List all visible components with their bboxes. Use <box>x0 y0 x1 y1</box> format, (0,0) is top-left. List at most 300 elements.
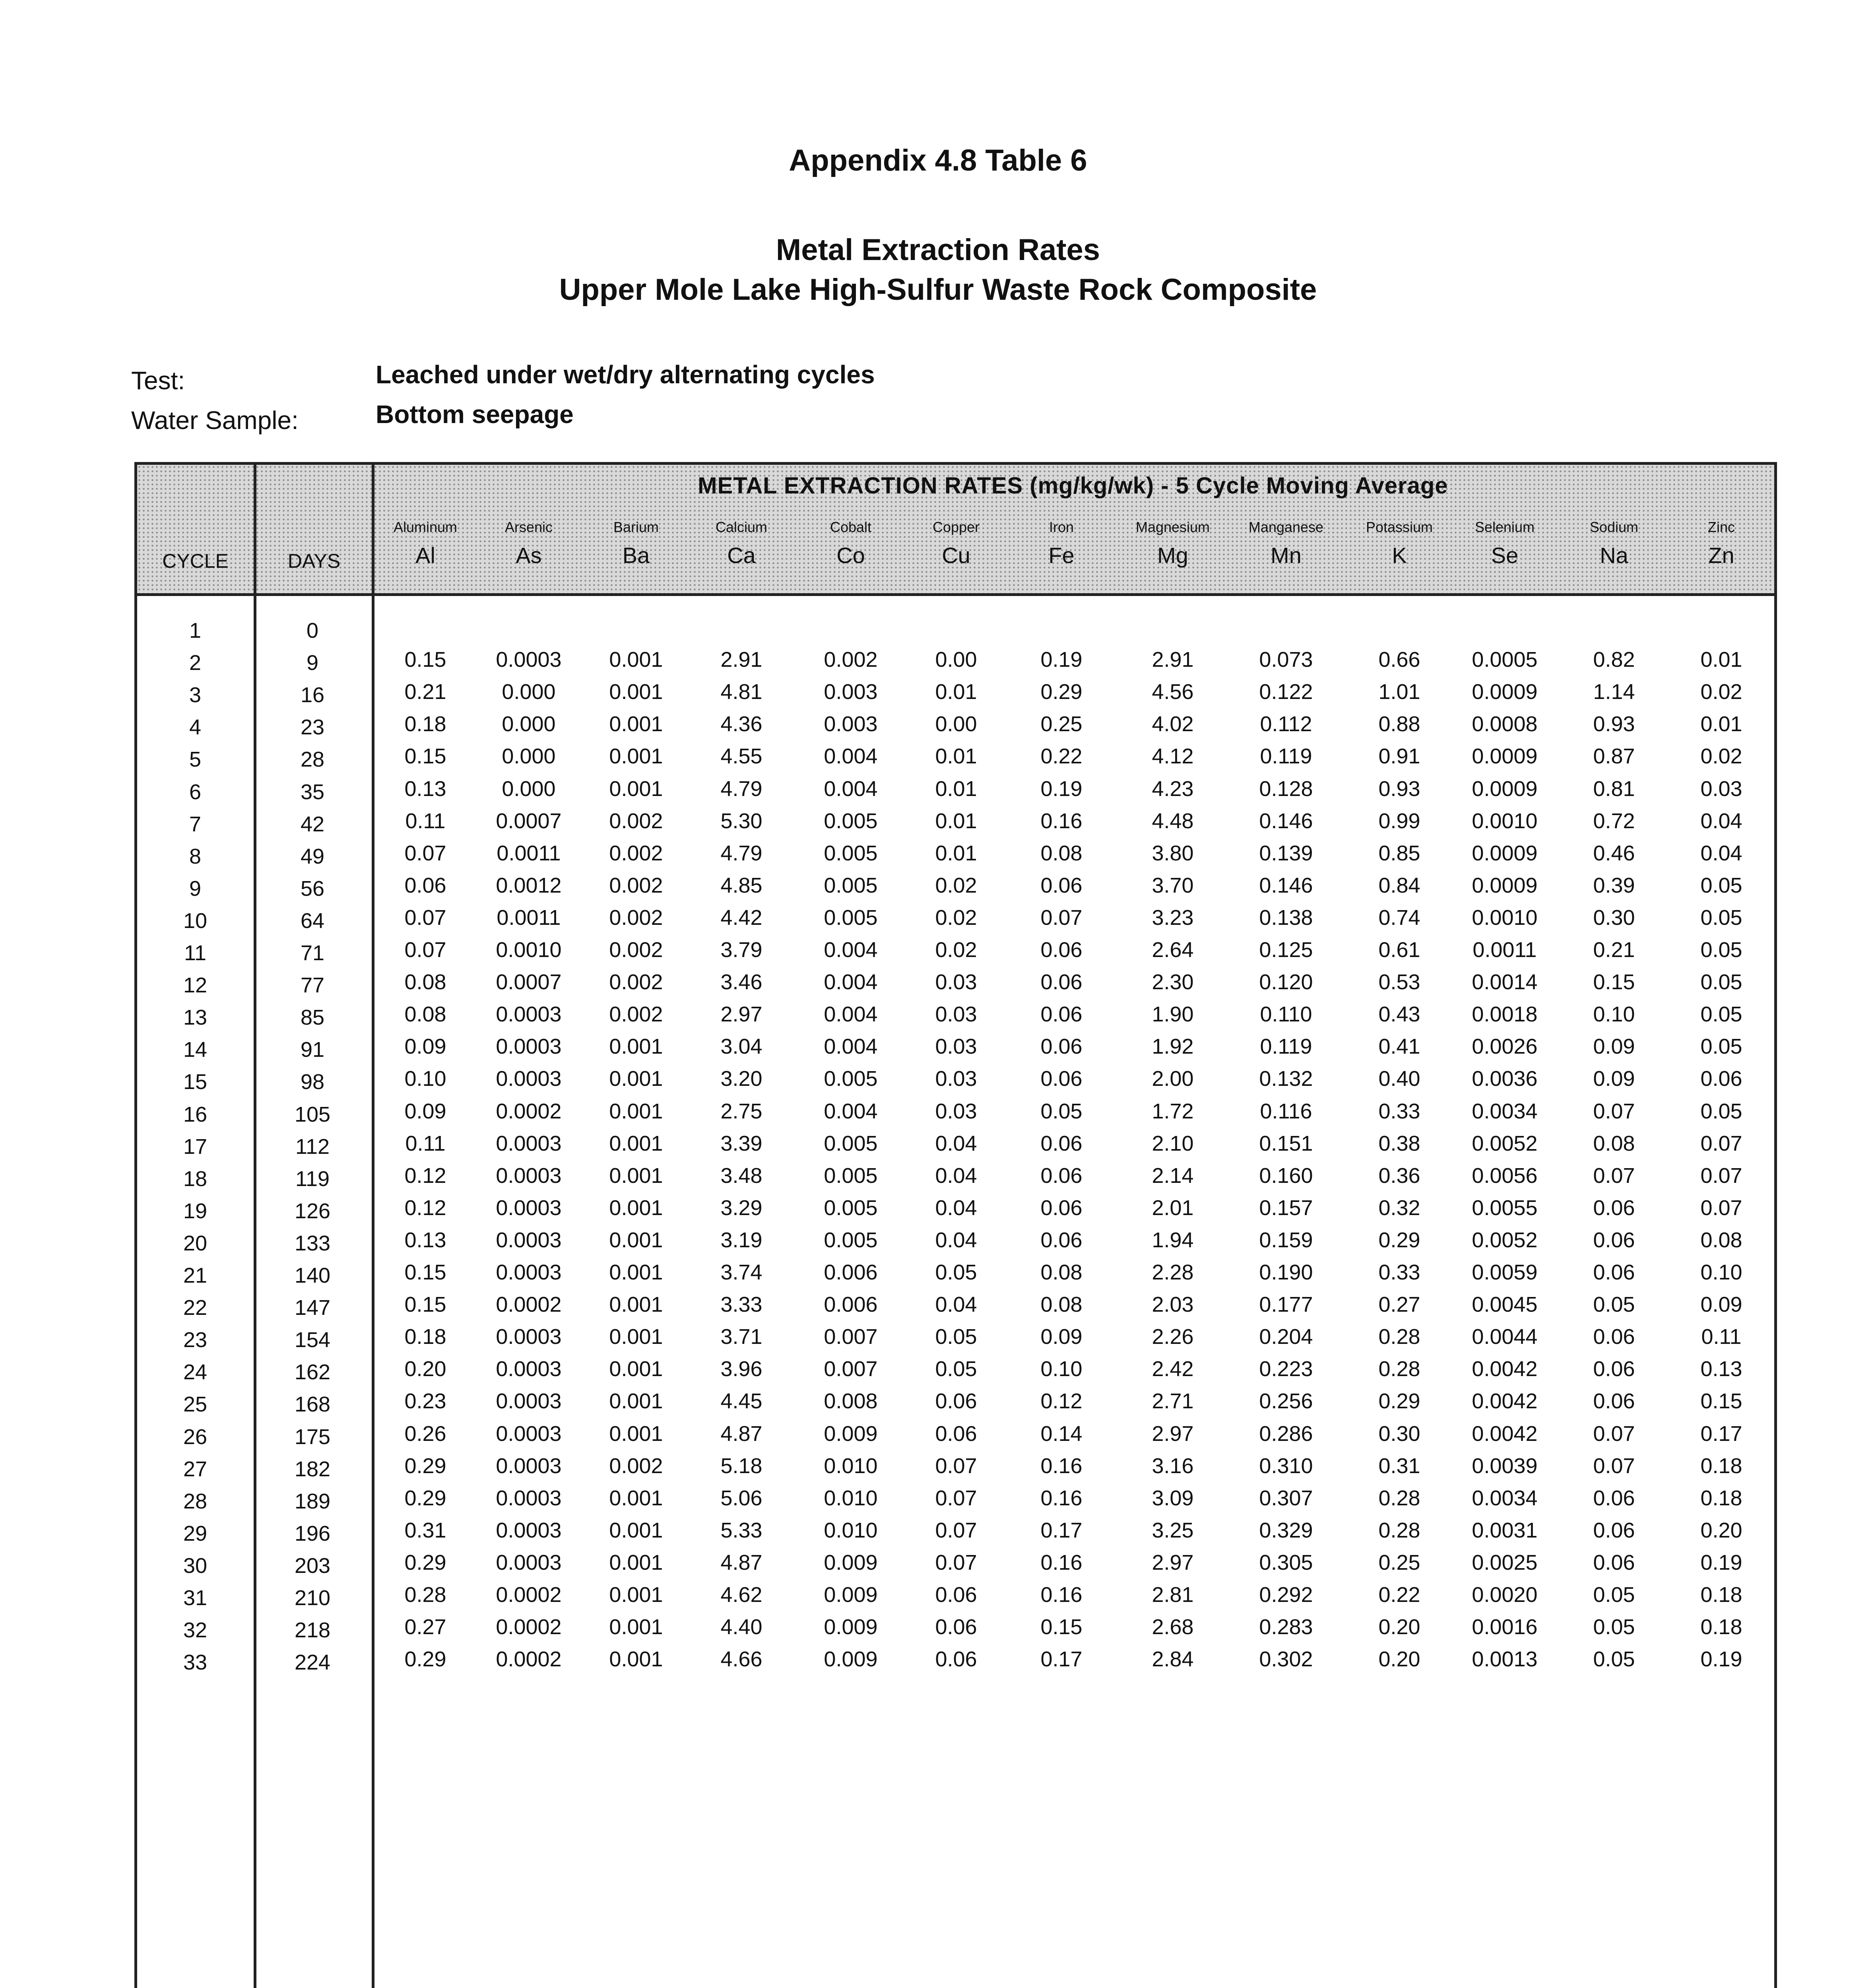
cycle-cell: 24 <box>183 1360 208 1384</box>
rate-cell: 0.33 <box>1378 1099 1420 1123</box>
rate-cell: 0.16 <box>1040 1550 1083 1574</box>
rate-cell: 0.03 <box>935 1002 977 1027</box>
rate-cell: 0.03 <box>1700 777 1742 801</box>
rate-cell: 0.06 <box>1040 1163 1083 1188</box>
days-cell: 140 <box>294 1264 331 1287</box>
days-cell: 168 <box>294 1392 331 1417</box>
rate-cell: 0.06 <box>1700 1067 1742 1091</box>
rate-cell: 0.93 <box>1378 777 1420 801</box>
rate-cell: 0.000 <box>502 680 556 704</box>
rate-cell: 0.001 <box>609 680 663 704</box>
rate-cell: 0.20 <box>404 1357 446 1381</box>
rate-cell: 0.25 <box>1040 712 1083 736</box>
rate-cell: 0.286 <box>1259 1421 1313 1446</box>
rate-cell: 5.33 <box>720 1518 762 1542</box>
rate-cell: 0.06 <box>1593 1357 1635 1381</box>
rate-cell: 0.06 <box>1040 1131 1083 1155</box>
rate-cell: 0.002 <box>609 905 663 930</box>
rate-cell: 0.29 <box>404 1486 446 1510</box>
rate-cell: 0.32 <box>1378 1196 1420 1220</box>
rate-cell: 0.20 <box>1378 1647 1420 1672</box>
rate-cell: 0.073 <box>1259 648 1313 672</box>
rate-cell: 0.005 <box>824 841 878 865</box>
rate-cell: 0.159 <box>1259 1228 1313 1252</box>
rate-cell: 0.001 <box>609 1647 663 1672</box>
rate-cell: 0.04 <box>1700 841 1742 865</box>
rate-cell: 0.05 <box>935 1325 977 1349</box>
rate-cell: 0.003 <box>824 680 878 704</box>
cycle-cell: 26 <box>183 1425 208 1449</box>
rate-cell: 0.27 <box>1378 1293 1420 1317</box>
rate-cell: 0.02 <box>935 873 977 897</box>
rate-cell: 0.15 <box>404 648 446 672</box>
rate-cell: 0.84 <box>1378 873 1420 897</box>
rate-cell: 0.07 <box>404 841 446 865</box>
rate-cell: 0.302 <box>1259 1647 1313 1672</box>
rate-cell: 0.06 <box>1593 1260 1635 1284</box>
days-cell: 133 <box>294 1231 331 1255</box>
rate-cell: 1.90 <box>1152 1002 1194 1027</box>
rate-cell: 0.0009 <box>1472 873 1538 897</box>
days-cell: 16 <box>300 683 325 707</box>
rate-cell: 0.30 <box>1378 1421 1420 1446</box>
rate-cell: 0.29 <box>1378 1228 1420 1252</box>
column-divider-cycle <box>254 462 256 1988</box>
rate-cell: 0.07 <box>1040 905 1083 930</box>
days-cell: 119 <box>295 1167 330 1191</box>
rate-cell: 0.283 <box>1259 1615 1313 1639</box>
days-cell: 154 <box>294 1328 331 1352</box>
metal-name-header: Magnesium <box>1135 519 1210 535</box>
rate-cell: 0.0012 <box>496 873 562 897</box>
rate-cell: 0.0025 <box>1472 1550 1538 1574</box>
rate-cell: 0.0042 <box>1472 1389 1538 1413</box>
rate-cell: 0.14 <box>1040 1421 1083 1446</box>
rate-cell: 0.06 <box>1593 1518 1635 1542</box>
metal-name-header: Selenium <box>1474 519 1535 535</box>
metal-name-header: Barium <box>613 519 659 535</box>
rate-cell: 0.16 <box>1040 1486 1083 1510</box>
rate-cell: 0.19 <box>1040 648 1083 672</box>
metal-symbol-header: Ba <box>622 543 650 568</box>
rate-cell: 0.0005 <box>1472 648 1538 672</box>
metal-name-header: Cobalt <box>830 519 872 535</box>
rate-cell: 0.04 <box>935 1163 977 1188</box>
rate-cell: 0.15 <box>1593 970 1635 994</box>
cycle-cell: 6 <box>189 780 202 804</box>
rate-cell: 0.01 <box>1700 712 1742 736</box>
cycle-cell: 17 <box>183 1134 208 1159</box>
rate-cell: 0.0042 <box>1472 1421 1538 1446</box>
rate-cell: 0.116 <box>1260 1099 1312 1123</box>
rate-cell: 4.66 <box>720 1647 762 1672</box>
days-cell: 77 <box>300 973 325 998</box>
rate-cell: 0.11 <box>1701 1325 1742 1349</box>
rate-cell: 0.001 <box>609 1035 663 1059</box>
metal-symbol-header: Co <box>836 543 865 568</box>
days-cell: 189 <box>294 1489 331 1513</box>
rate-cell: 0.119 <box>1260 744 1312 769</box>
rate-cell: 0.21 <box>404 680 446 704</box>
rate-cell: 0.08 <box>1700 1228 1742 1252</box>
rate-cell: 2.91 <box>720 648 762 672</box>
rate-cell: 4.62 <box>720 1583 762 1607</box>
metal-name-header: Potassium <box>1366 519 1433 535</box>
rate-cell: 0.04 <box>935 1196 977 1220</box>
days-cell: 71 <box>300 941 325 965</box>
rate-cell: 0.009 <box>824 1550 878 1574</box>
rate-cell: 0.93 <box>1593 712 1635 736</box>
rate-cell: 3.20 <box>720 1067 762 1091</box>
rate-cell: 0.005 <box>824 1228 878 1252</box>
rate-cell: 0.0003 <box>496 1228 562 1252</box>
rate-cell: 0.002 <box>609 938 663 962</box>
rate-cell: 0.29 <box>1040 680 1083 704</box>
rate-cell: 0.177 <box>1259 1293 1313 1317</box>
rate-cell: 0.11 <box>405 809 446 833</box>
rate-cell: 0.66 <box>1378 648 1420 672</box>
rate-cell: 0.07 <box>1700 1131 1742 1155</box>
rate-cell: 0.0031 <box>1472 1518 1538 1542</box>
rate-cell: 0.06 <box>1593 1325 1635 1349</box>
days-cell: 126 <box>294 1199 331 1223</box>
rate-cell: 0.09 <box>1700 1293 1742 1317</box>
rate-cell: 2.97 <box>1152 1550 1194 1574</box>
rate-cell: 0.02 <box>1700 744 1742 769</box>
rate-cell: 2.42 <box>1152 1357 1194 1381</box>
rate-cell: 0.05 <box>1700 1099 1742 1123</box>
metal-symbol-header: Na <box>1600 543 1628 568</box>
rate-cell: 0.001 <box>609 1357 663 1381</box>
rate-cell: 0.000 <box>502 712 556 736</box>
rate-cell: 0.001 <box>609 1163 663 1188</box>
rate-cell: 0.07 <box>1593 1099 1635 1123</box>
rate-cell: 0.0009 <box>1472 744 1538 769</box>
rate-cell: 0.0055 <box>1472 1196 1538 1220</box>
rate-cell: 3.23 <box>1152 905 1194 930</box>
rate-cell: 0.0003 <box>496 1196 562 1220</box>
rate-cell: 0.10 <box>1593 1002 1635 1027</box>
rate-cell: 0.001 <box>609 1325 663 1349</box>
rate-cell: 0.05 <box>1593 1583 1635 1607</box>
rate-cell: 0.05 <box>935 1357 977 1381</box>
rate-cell: 0.81 <box>1593 777 1635 801</box>
rate-cell: 0.87 <box>1593 744 1635 769</box>
rate-cell: 0.05 <box>1593 1293 1635 1317</box>
rate-cell: 4.56 <box>1152 680 1194 704</box>
rate-cell: 0.305 <box>1259 1550 1313 1574</box>
rate-cell: 0.002 <box>609 841 663 865</box>
metal-symbol-header: Se <box>1491 543 1519 568</box>
rate-cell: 0.0018 <box>1472 1002 1538 1027</box>
rate-cell: 0.01 <box>935 809 977 833</box>
rate-cell: 0.005 <box>824 905 878 930</box>
rate-cell: 3.74 <box>720 1260 762 1284</box>
rate-cell: 0.0010 <box>496 938 562 962</box>
metal-name-header: Iron <box>1049 519 1074 535</box>
metal-symbol-header: Fe <box>1048 543 1075 568</box>
metal-name-header: Calcium <box>715 519 768 535</box>
rate-cell: 0.122 <box>1259 680 1313 704</box>
rate-cell: 0.001 <box>609 1389 663 1413</box>
rate-cell: 0.53 <box>1378 970 1420 994</box>
rate-cell: 0.001 <box>609 1421 663 1446</box>
rate-cell: 0.19 <box>1700 1550 1742 1574</box>
cycle-cell: 3 <box>189 683 202 707</box>
rate-cell: 0.04 <box>1700 809 1742 833</box>
rate-cell: 0.20 <box>1700 1518 1742 1542</box>
days-cell: 35 <box>300 780 325 804</box>
rate-cell: 0.39 <box>1593 873 1635 897</box>
days-cell: 91 <box>300 1038 325 1062</box>
rate-cell: 2.97 <box>1152 1421 1194 1446</box>
rate-cell: 0.06 <box>935 1389 977 1413</box>
rate-cell: 0.07 <box>1593 1163 1635 1188</box>
rate-cell: 0.146 <box>1259 809 1313 833</box>
rate-cell: 0.01 <box>935 777 977 801</box>
metal-symbol-header: Cu <box>942 543 970 568</box>
rate-cell: 0.74 <box>1378 905 1420 930</box>
rate-cell: 0.82 <box>1593 648 1635 672</box>
rate-cell: 0.06 <box>1593 1228 1635 1252</box>
rate-cell: 0.03 <box>935 1035 977 1059</box>
rate-cell: 0.00 <box>935 648 977 672</box>
metal-name-header: Manganese <box>1248 519 1324 535</box>
metal-symbol-header: Al <box>415 543 435 568</box>
rate-cell: 0.30 <box>1593 905 1635 930</box>
days-cell: 98 <box>300 1070 325 1094</box>
cycle-cell: 18 <box>183 1167 208 1191</box>
days-header: DAYS <box>287 550 341 572</box>
water-sample-value: Bottom seepage <box>376 400 574 429</box>
rate-cell: 0.0011 <box>497 841 561 865</box>
rate-cell: 0.08 <box>1593 1131 1635 1155</box>
rate-cell: 0.002 <box>609 809 663 833</box>
rate-cell: 0.190 <box>1259 1260 1313 1284</box>
rate-cell: 0.38 <box>1378 1131 1420 1155</box>
rate-cell: 0.06 <box>935 1647 977 1672</box>
days-cell: 56 <box>300 876 325 901</box>
rate-cell: 0.06 <box>1040 873 1083 897</box>
rate-cell: 0.05 <box>1700 905 1742 930</box>
rate-cell: 0.08 <box>404 970 446 994</box>
rate-cell: 0.0003 <box>496 1131 562 1155</box>
rate-cell: 0.09 <box>404 1035 446 1059</box>
rate-cell: 4.40 <box>720 1615 762 1639</box>
rate-cell: 0.138 <box>1259 905 1313 930</box>
rate-cell: 5.30 <box>720 809 762 833</box>
rate-cell: 0.001 <box>609 1518 663 1542</box>
rate-cell: 0.000 <box>502 777 556 801</box>
rate-cell: 0.05 <box>1700 873 1742 897</box>
rate-cell: 0.23 <box>404 1389 446 1413</box>
rate-cell: 0.22 <box>1040 744 1083 769</box>
rate-cell: 2.03 <box>1152 1293 1194 1317</box>
rate-cell: 4.12 <box>1152 744 1194 769</box>
rate-cell: 0.0016 <box>1472 1615 1538 1639</box>
rate-cell: 0.004 <box>824 938 878 962</box>
rate-cell: 4.23 <box>1152 777 1194 801</box>
rate-cell: 0.22 <box>1378 1583 1420 1607</box>
rate-cell: 0.06 <box>1593 1389 1635 1413</box>
rate-cell: 4.79 <box>720 841 762 865</box>
rate-cell: 0.001 <box>609 1583 663 1607</box>
rate-cell: 0.04 <box>935 1228 977 1252</box>
rate-cell: 3.25 <box>1152 1518 1194 1542</box>
rate-cell: 0.85 <box>1378 841 1420 865</box>
rate-cell: 2.81 <box>1152 1583 1194 1607</box>
rate-cell: 0.15 <box>1700 1389 1742 1413</box>
rate-cell: 0.07 <box>935 1550 977 1574</box>
rate-cell: 0.002 <box>609 970 663 994</box>
rate-cell: 0.002 <box>609 873 663 897</box>
rate-cell: 0.72 <box>1593 809 1635 833</box>
cycle-cell: 32 <box>183 1618 208 1642</box>
rate-cell: 0.07 <box>935 1486 977 1510</box>
rate-cell: 0.10 <box>404 1067 446 1091</box>
rate-cell: 0.18 <box>1700 1454 1742 1478</box>
rate-cell: 0.0011 <box>1472 938 1537 962</box>
rate-cell: 0.17 <box>1040 1518 1083 1542</box>
rate-cell: 0.15 <box>404 1260 446 1284</box>
rate-cell: 0.11 <box>405 1131 446 1155</box>
rate-cell: 0.0003 <box>496 1035 562 1059</box>
rate-cell: 0.07 <box>935 1518 977 1542</box>
rate-cell: 0.91 <box>1378 744 1420 769</box>
rate-cell: 0.010 <box>824 1454 878 1478</box>
cycle-header: CYCLE <box>162 550 229 572</box>
rate-cell: 0.09 <box>1040 1325 1083 1349</box>
cycle-cell: 21 <box>183 1264 208 1287</box>
rate-cell: 0.61 <box>1378 938 1420 962</box>
rate-cell: 0.004 <box>824 777 878 801</box>
metal-name-header: Zinc <box>1707 519 1735 535</box>
rate-cell: 0.009 <box>824 1647 878 1672</box>
rate-cell: 0.004 <box>824 1002 878 1027</box>
rate-cell: 0.16 <box>1040 1454 1083 1478</box>
rate-cell: 0.223 <box>1259 1357 1313 1381</box>
rate-cell: 0.007 <box>824 1357 878 1381</box>
rate-cell: 0.307 <box>1259 1486 1313 1510</box>
cycle-cell: 27 <box>183 1457 208 1481</box>
rate-cell: 0.0002 <box>496 1293 562 1317</box>
rate-cell: 3.19 <box>720 1228 762 1252</box>
rate-cell: 0.06 <box>1593 1486 1635 1510</box>
rate-cell: 0.08 <box>404 1002 446 1027</box>
rate-cell: 2.84 <box>1152 1647 1194 1672</box>
rate-cell: 0.07 <box>935 1454 977 1478</box>
rate-cell: 0.27 <box>404 1615 446 1639</box>
rate-cell: 0.0008 <box>1472 712 1538 736</box>
rate-cell: 0.99 <box>1378 809 1420 833</box>
metal-symbol-header: Mn <box>1271 543 1302 568</box>
rate-cell: 0.0003 <box>496 1550 562 1574</box>
rate-cell: 0.310 <box>1259 1454 1313 1478</box>
rate-cell: 4.42 <box>720 905 762 930</box>
rate-cell: 0.329 <box>1259 1518 1313 1542</box>
rate-cell: 0.0026 <box>1472 1035 1538 1059</box>
rate-cell: 2.91 <box>1152 648 1194 672</box>
rate-cell: 0.29 <box>404 1454 446 1478</box>
rate-cell: 0.0059 <box>1472 1260 1538 1284</box>
rate-cell: 5.18 <box>720 1454 762 1478</box>
rate-cell: 0.06 <box>1040 1196 1083 1220</box>
rate-cell: 0.05 <box>1593 1615 1635 1639</box>
rate-cell: 0.0045 <box>1472 1293 1538 1317</box>
rate-cell: 0.08 <box>1040 1293 1083 1317</box>
rate-cell: 0.33 <box>1378 1260 1420 1284</box>
rate-cell: 0.132 <box>1259 1067 1313 1091</box>
rate-cell: 3.29 <box>720 1196 762 1220</box>
rate-cell: 0.128 <box>1259 777 1313 801</box>
rate-cell: 0.03 <box>935 1067 977 1091</box>
rate-cell: 0.0014 <box>1472 970 1538 994</box>
rate-cell: 0.13 <box>404 777 446 801</box>
rate-cell: 2.14 <box>1152 1163 1194 1188</box>
rate-cell: 0.0011 <box>497 905 561 930</box>
rate-cell: 0.0003 <box>496 1389 562 1413</box>
rate-cell: 0.19 <box>1700 1647 1742 1672</box>
days-cell: 162 <box>294 1360 331 1384</box>
rate-cell: 0.005 <box>824 873 878 897</box>
rate-cell: 0.120 <box>1259 970 1313 994</box>
rate-cell: 0.09 <box>404 1099 446 1123</box>
metal-symbol-header: As <box>516 543 542 568</box>
rate-cell: 0.07 <box>404 905 446 930</box>
rate-cell: 0.28 <box>1378 1325 1420 1349</box>
rate-cell: 0.0010 <box>1472 905 1538 930</box>
rate-cell: 0.0052 <box>1472 1228 1538 1252</box>
cycle-cell: 23 <box>183 1328 208 1352</box>
rate-cell: 0.204 <box>1259 1325 1313 1349</box>
rate-cell: 0.009 <box>824 1421 878 1446</box>
rate-cell: 0.110 <box>1260 1002 1312 1027</box>
rate-cell: 0.03 <box>935 1099 977 1123</box>
rate-cell: 0.40 <box>1378 1067 1420 1091</box>
rate-cell: 0.0003 <box>496 1260 562 1284</box>
cycle-cell: 29 <box>183 1521 208 1545</box>
cycle-cell: 12 <box>183 973 208 998</box>
rate-cell: 0.003 <box>824 712 878 736</box>
rate-cell: 0.28 <box>404 1583 446 1607</box>
rate-cell: 0.28 <box>1378 1357 1420 1381</box>
rate-cell: 0.004 <box>824 1099 878 1123</box>
rate-cell: 0.002 <box>824 648 878 672</box>
rate-cell: 0.18 <box>1700 1486 1742 1510</box>
rate-cell: 0.157 <box>1259 1196 1313 1220</box>
cycle-cell: 11 <box>184 941 207 965</box>
rate-cell: 3.33 <box>720 1293 762 1317</box>
rate-cell: 0.0013 <box>1472 1647 1538 1672</box>
rate-cell: 0.06 <box>935 1615 977 1639</box>
days-cell: 42 <box>300 812 325 836</box>
days-cell: 147 <box>294 1296 331 1320</box>
rate-cell: 0.005 <box>824 1196 878 1220</box>
rate-cell: 0.001 <box>609 648 663 672</box>
rate-cell: 2.71 <box>1152 1389 1194 1413</box>
rate-cell: 0.001 <box>609 1228 663 1252</box>
rate-cell: 0.88 <box>1378 712 1420 736</box>
rate-cell: 0.001 <box>609 1486 663 1510</box>
rate-cell: 0.07 <box>1593 1454 1635 1478</box>
rate-cell: 0.07 <box>1700 1163 1742 1188</box>
days-cell: 64 <box>300 909 325 933</box>
rate-cell: 0.0034 <box>1472 1486 1538 1510</box>
rate-cell: 0.005 <box>824 1163 878 1188</box>
rate-cell: 0.31 <box>1378 1454 1420 1478</box>
rate-cell: 0.0034 <box>1472 1099 1538 1123</box>
metal-name-header: Copper <box>932 519 980 535</box>
